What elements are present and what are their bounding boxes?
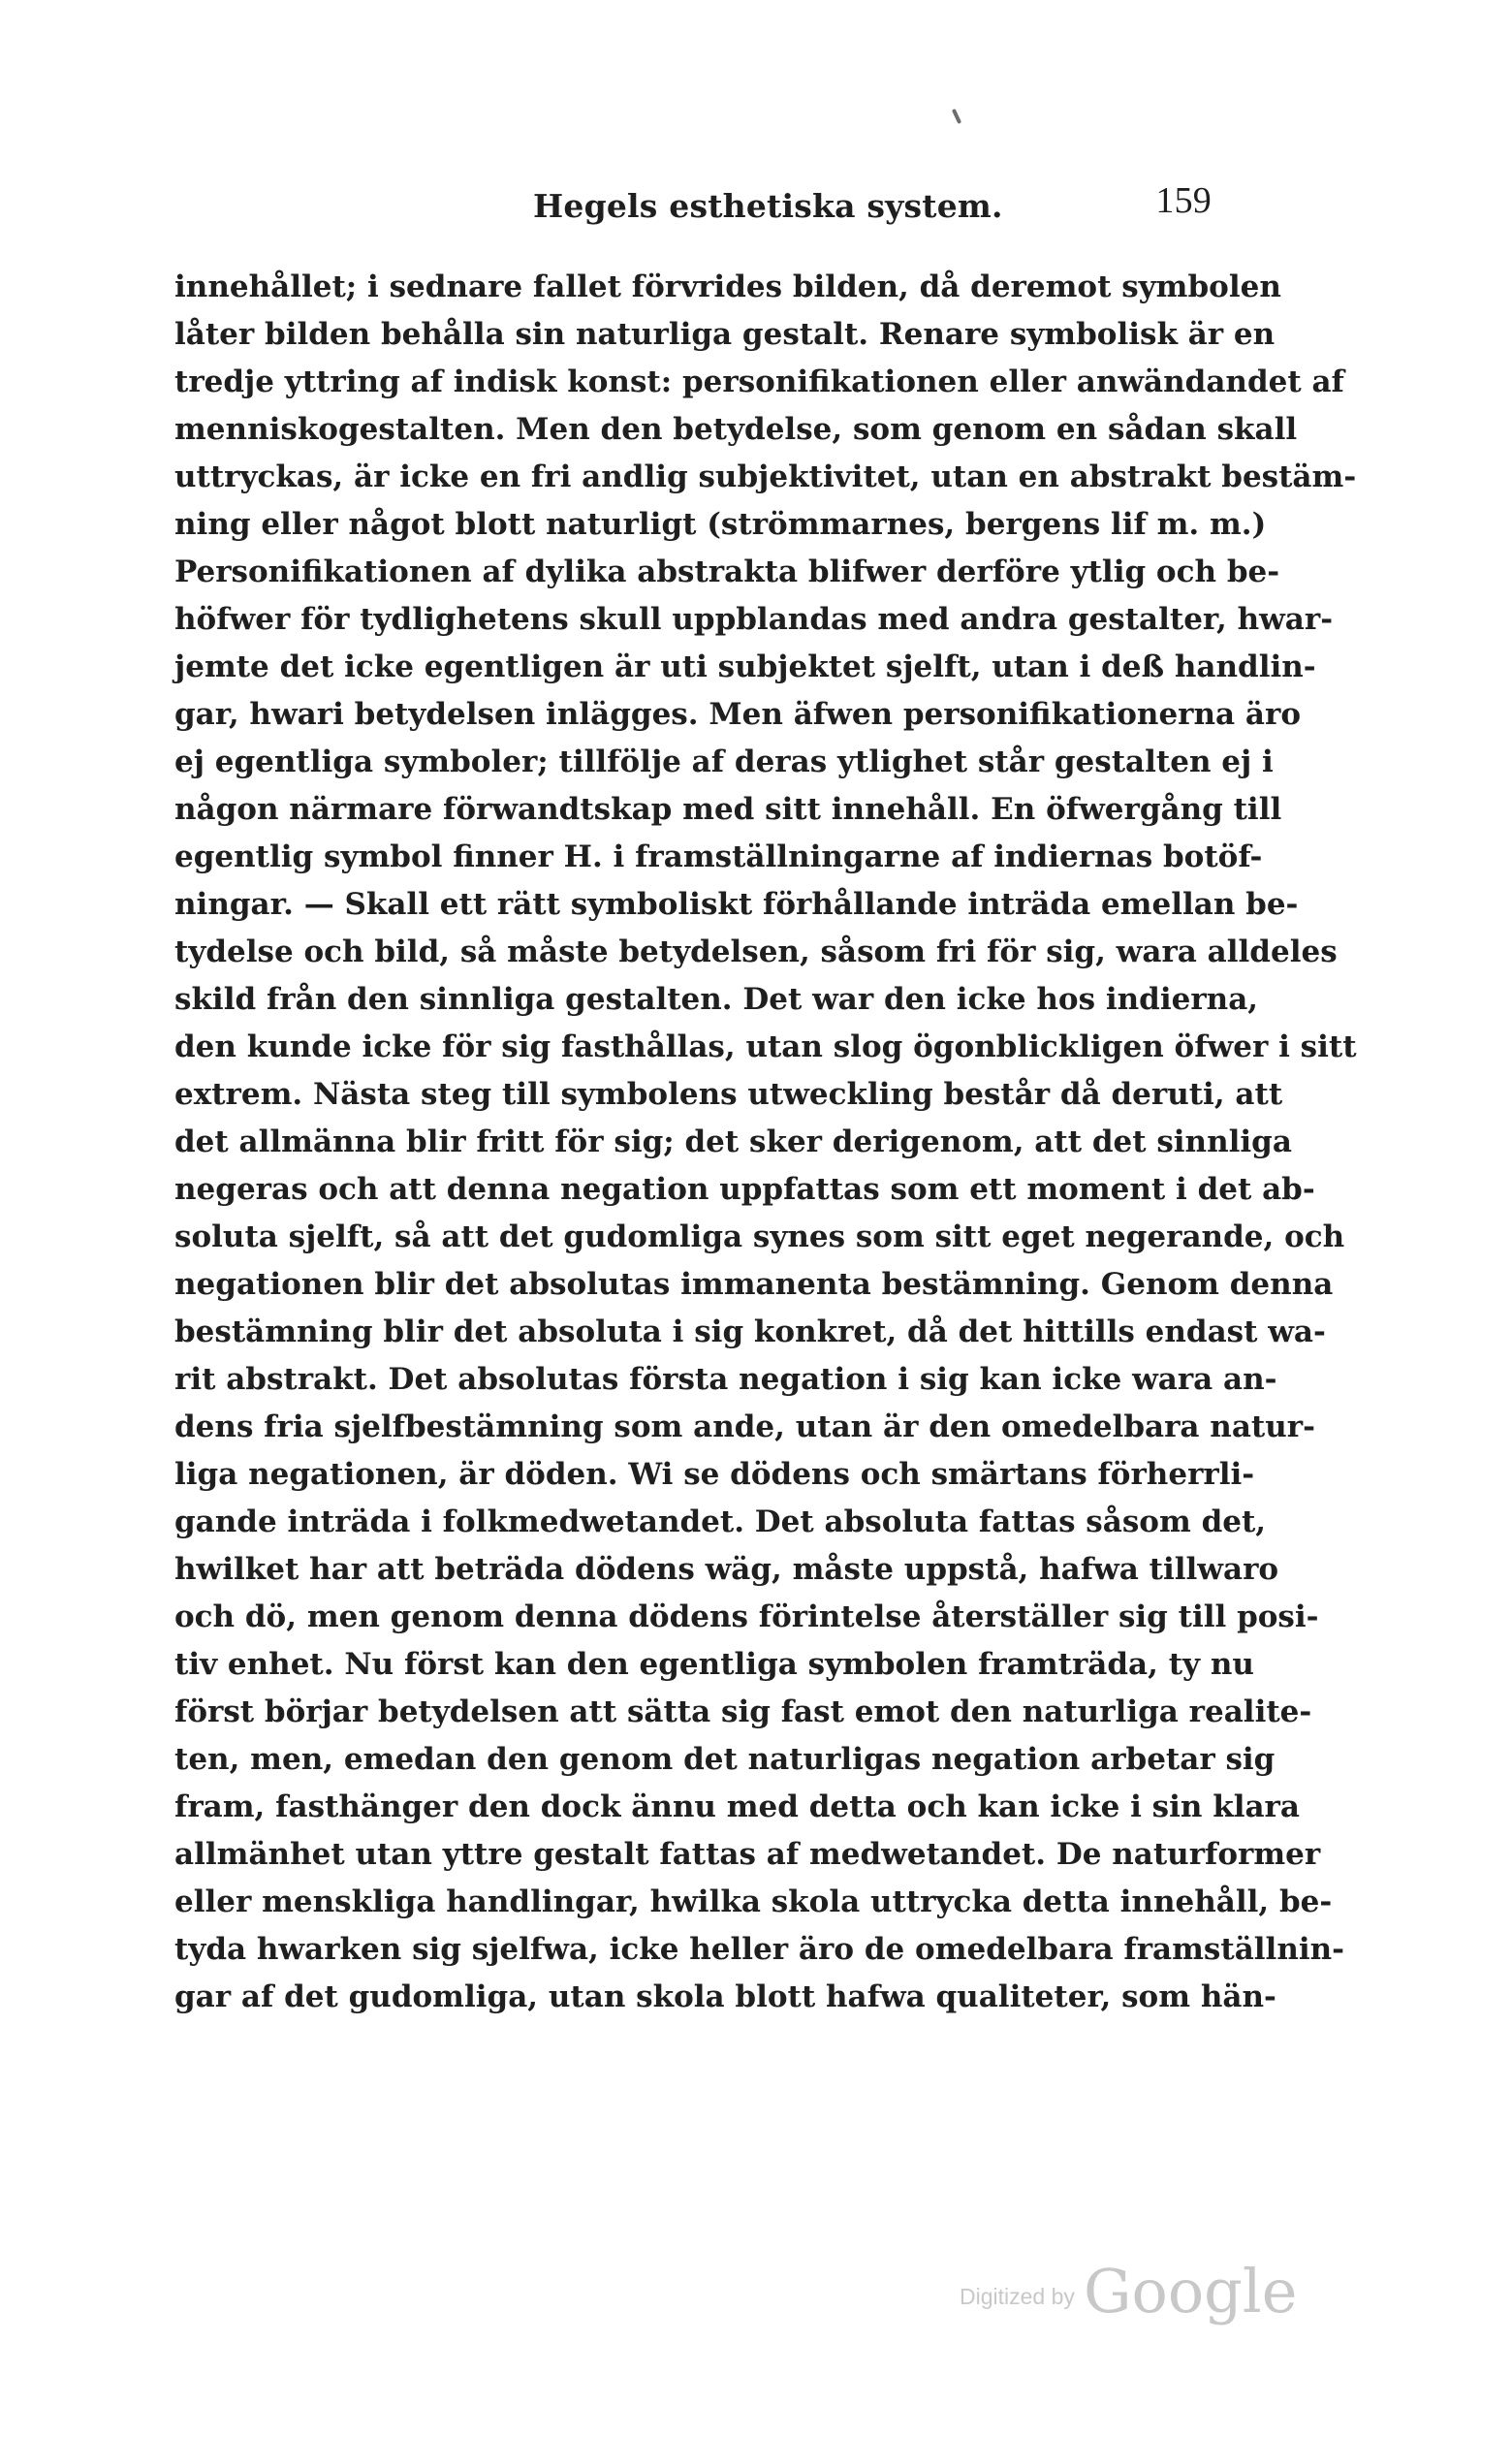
text-line: gar af det gudomliga, utan skola blott hafwa qualiteter, som hän-: [174, 1979, 1276, 2014]
text-line: gar, hwari betydelsen inlägges. Men äfwen personifikationerna äro: [174, 697, 1302, 732]
running-title: Hegels esthetiska system.: [533, 187, 1003, 225]
text-line: någon närmare förwandtskap med sitt innehåll. En öfwergång till: [174, 792, 1282, 827]
text-line: skild från den sinnliga gestalten. Det war den icke hos indierna,: [174, 982, 1259, 1017]
text-line: dens fria sjelfbestämning som ande, utan är den omedelbara natur-: [174, 1409, 1315, 1444]
text-line: uttryckas, är icke en fri andlig subjektivitet, utan en abstrakt bestäm-: [174, 459, 1357, 494]
text-line: den kunde icke för sig fasthållas, utan slog ögonblickligen öfwer i sitt: [174, 1029, 1357, 1064]
text-line: menniskogestalten. Men den betydelse, som genom en sådan skall: [174, 412, 1298, 447]
text-line: soluta sjelft, så att det gudomliga synes som sitt eget negerande, och: [174, 1219, 1345, 1254]
text-line: fram, fasthänger den dock ännu med detta och kan icke i sin klara: [174, 1789, 1300, 1824]
text-line: allmänhet utan yttre gestalt fattas af medwetandet. De naturformer: [174, 1837, 1321, 1872]
text-line: Personifikationen af dylika abstrakta blifwer derföre ytlig och be-: [174, 554, 1280, 589]
text-line: jemte det icke egentligen är uti subjektet sjelft, utan i deß handlin-: [174, 649, 1316, 684]
text-line: negeras och att denna negation uppfattas som ett moment i det ab-: [174, 1172, 1315, 1207]
page-number: 159: [1155, 180, 1212, 221]
text-line: gande inträda i folkmedwetandet. Det absoluta fattas såsom det,: [174, 1504, 1267, 1539]
text-line: negationen blir det absolutas immanenta bestämning. Genom denna: [174, 1267, 1334, 1302]
text-line: ningar. — Skall ett rätt symboliskt förhållande inträda emellan be-: [174, 887, 1299, 922]
text-line: det allmänna blir fritt för sig; det sker derigenom, att det sinnliga: [174, 1124, 1292, 1159]
text-line: tredje yttring af indisk konst: personifikationen eller anwändandet af: [174, 364, 1344, 399]
text-line: innehållet; i sednare fallet förvrides bilden, då deremot symbolen: [174, 269, 1281, 304]
text-line: låter bilden behålla sin naturliga gestalt. Renare symbolisk är en: [174, 317, 1276, 352]
text-line: höfwer för tydlighetens skull uppblandas med andra gestalter, hwar-: [174, 602, 1334, 637]
page-header: [174, 179, 1212, 236]
watermark-prefix: Digitized by: [960, 2284, 1075, 2309]
text-line: och dö, men genom denna dödens förintelse återställer sig till posi-: [174, 1599, 1319, 1634]
text-line: ten, men, emedan den genom det naturligas negation arbetar sig: [174, 1742, 1276, 1777]
google-logo: Google: [1084, 2256, 1298, 2326]
stray-ink-mark: [952, 109, 961, 124]
text-line: extrem. Nästa steg till symbolens utweckling består då deruti, att: [174, 1077, 1283, 1112]
text-line: ning eller något blott naturligt (strömmarnes, bergens lif m. m.): [174, 507, 1267, 542]
text-line: egentlig symbol finner H. i framställningarne af indiernas botöf-: [174, 839, 1263, 874]
body-text: [174, 264, 1357, 2021]
text-line: tiv enhet. Nu först kan den egentliga symbolen framträda, ty nu: [174, 1647, 1254, 1682]
text-line: först börjar betydelsen att sätta sig fast emot den naturliga realite-: [174, 1694, 1312, 1729]
google-watermark: [960, 2256, 1298, 2326]
text-line: liga negationen, är döden. Wi se dödens och smärtans förherrli-: [174, 1457, 1255, 1492]
text-line: eller menskliga handlingar, hwilka skola uttrycka detta innehåll, be-: [174, 1884, 1333, 1919]
text-line: bestämning blir det absoluta i sig konkret, då det hittills endast wa-: [174, 1314, 1326, 1349]
text-line: tydelse och bild, så måste betydelsen, såsom fri för sig, wara alldeles: [174, 934, 1338, 969]
text-line: ej egentliga symboler; tillfölje af deras ytlighet står gestalten ej i: [174, 744, 1274, 779]
text-line: tyda hwarken sig sjelfwa, icke heller äro de omedelbara framställnin-: [174, 1932, 1345, 1967]
text-line: hwilket har att beträda dödens wäg, måste uppstå, hafwa tillwaro: [174, 1552, 1279, 1587]
text-line: rit abstrakt. Det absolutas första negation i sig kan icke wara an-: [174, 1362, 1277, 1397]
